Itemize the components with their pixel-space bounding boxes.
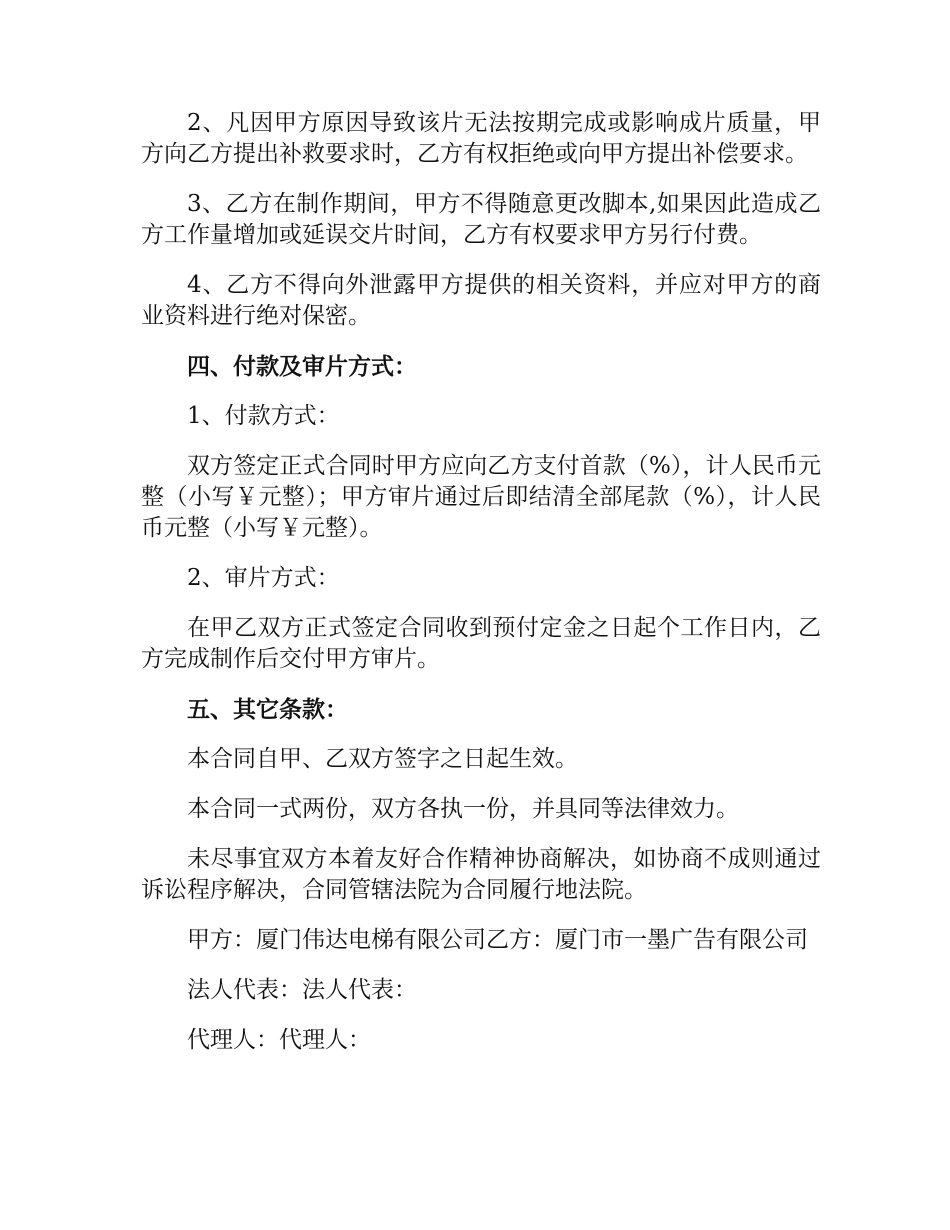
section-5-heading: 五、其它条款： — [187, 696, 348, 723]
copies-paragraph: 本合同一式两份，双方各执一份，并具同等法律效力。 — [187, 796, 739, 822]
clause-4-confidentiality-paragraph: 4、乙方不得向外泄露甲方提供的相关资料，并应对甲方的商业资料进行绝对保密。 — [141, 272, 821, 329]
effective-date-paragraph: 本合同自甲、乙双方签字之日起生效。 — [187, 746, 578, 772]
dispute-resolution-paragraph: 未尽事宜双方本着友好合作精神协商解决，如协商不成则通过诉讼程序解决，合同管辖法院为合同履行地法院。 — [141, 846, 821, 903]
agent-line: 代理人：代理人： — [187, 1027, 371, 1053]
review-terms-paragraph: 在甲乙双方正式签定合同收到预付定金之日起个工作日内，乙方完成制作后交付甲方审片。 — [141, 615, 821, 672]
clause-3-script-change-paragraph: 3、乙方在制作期间，甲方不得随意更改脚本,如果因此造成乙方工作量增加或延误交片时间，乙方有权要求甲方另行付费。 — [141, 191, 821, 248]
section-4-heading: 四、付款及审片方式： — [187, 353, 417, 380]
review-method-subheading: 2、审片方式： — [187, 565, 340, 591]
legal-representative-line: 法人代表：法人代表： — [187, 977, 417, 1003]
clause-2-remedy-paragraph: 2、凡因甲方原因导致该片无法按期完成或影响成片质量，甲方向乙方提出补救要求时，乙方有权拒绝或向甲方提出补偿要求。 — [141, 110, 821, 167]
payment-terms-paragraph: 双方签定正式合同时甲方应向乙方支付首款（%），计人民币元整（小写￥元整）；甲方审片通过后即结清全部尾款（%），计人民币元整（小写￥元整）。 — [141, 453, 821, 541]
parties-line: 甲方：厦门伟达电梯有限公司乙方：厦门市一墨广告有限公司 — [187, 927, 808, 953]
document-body — [141, 108, 821, 1075]
payment-method-subheading: 1、付款方式： — [187, 403, 340, 429]
